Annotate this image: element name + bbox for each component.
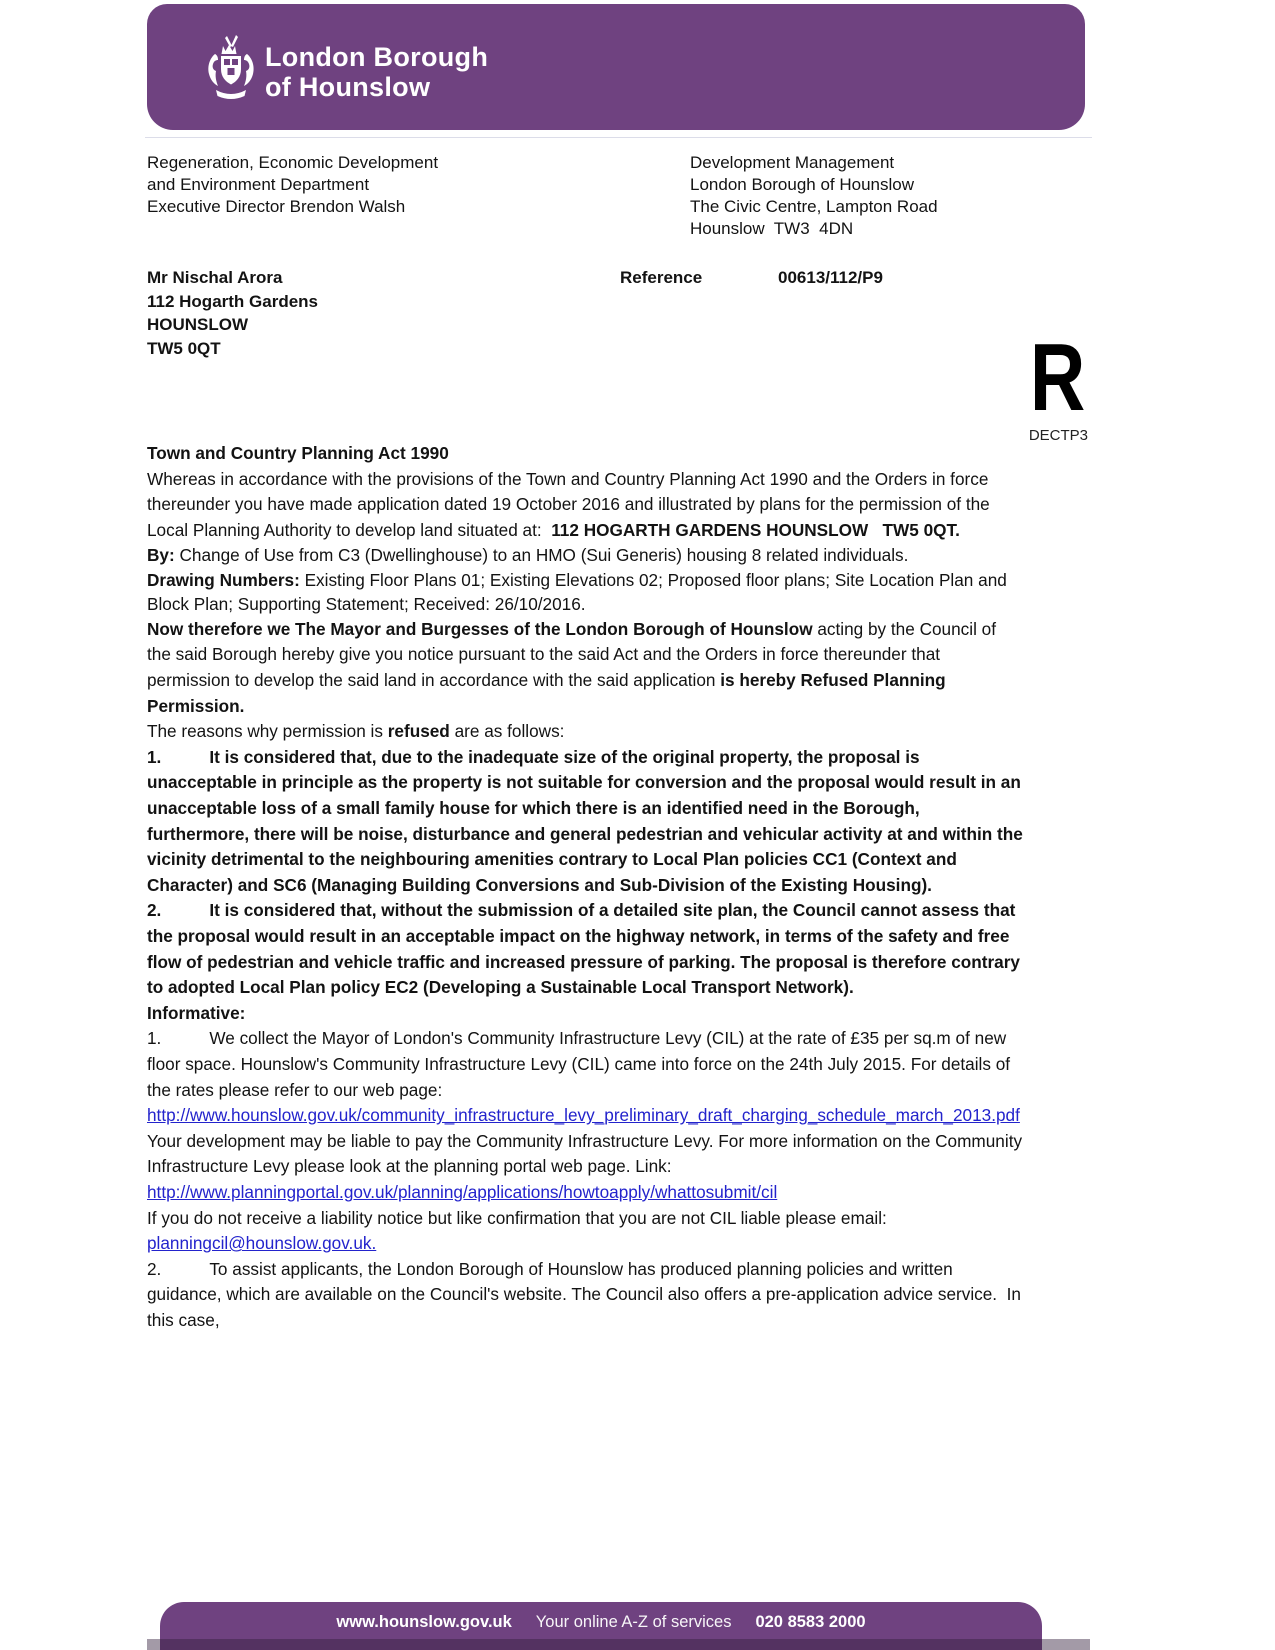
footer-text — [160, 1613, 1042, 1632]
informative-heading: Informative: — [147, 1002, 246, 1023]
page-bottom-edge — [147, 1639, 1090, 1650]
proposal-block — [147, 543, 1024, 617]
office-line: The Civic Centre, Lampton Road — [690, 197, 938, 216]
whereas-text: Whereas in accordance with the provisions of the Town and Country Planning Act 1990 and the Orders in force thereunder you have made application dated 19 October 2016 and illustrated by plans for the permission of the Local Planning Authority to develop land situated at: — [147, 468, 995, 540]
office-line: Hounslow TW3 4DN — [690, 219, 854, 238]
decision-paragraph — [147, 617, 1024, 719]
department-address — [147, 152, 438, 218]
office-line: Development Management — [690, 153, 895, 172]
drawing-numbers-label: Drawing Numbers: — [147, 569, 300, 590]
informative-number: 2. — [147, 1258, 162, 1279]
header-divider — [145, 137, 1092, 138]
recipient-address — [147, 266, 318, 360]
refused-stamp-letter: R — [1029, 324, 1085, 431]
brand-line2: of Hounslow — [265, 72, 431, 102]
recipient-line: TW5 0QT — [147, 338, 221, 358]
recipient-line: Mr Nischal Arora — [147, 268, 283, 287]
planning-portal-link[interactable]: http://www.planningportal.gov.uk/planning/applications/howtoapply/whattosubmit/cil — [147, 1181, 778, 1202]
hounslow-crest-icon — [203, 34, 259, 104]
reasons-intro-text: The reasons why permission is — [147, 721, 388, 742]
decision-text: acting by the Council of the said Borough hereby give you notice pursuant to the said Act and the Orders in force thereunder that permission to develop the said land in accordance with the said application — [147, 618, 1001, 691]
brand-wordmark — [265, 42, 488, 102]
department-line: and Environment Department — [147, 175, 370, 194]
by-label: By: — [147, 545, 175, 566]
drawing-numbers-text: Existing Floor Plans 01; Existing Elevations 02; Proposed floor plans; Site Location Plan and Block Plan; Supporting Statement; Received: 26/10/2016. — [147, 569, 1012, 615]
act-title: Town and Country Planning Act 1990 — [147, 443, 449, 463]
reference-label: Reference — [620, 268, 703, 287]
informative-text: We collect the Mayor of London's Community Infrastructure Levy (CIL) at the rate of £35 per sq.m of new floor space. Hounslow's Community Infrastructure Levy (CIL) came into force on the 24th July 2015. For details of the rates please refer to our web page: — [147, 1028, 1015, 1100]
cil-charging-schedule-link[interactable]: http://www.hounslow.gov.uk/community_infrastructure_levy_preliminary_draft_charging_schedule_march_2013.pdf — [147, 1105, 1020, 1126]
cil-email-intro: If you do not receive a liability notice but like confirmation that you are not CIL liable please email: — [147, 1207, 887, 1228]
reason-number: 2. — [147, 900, 162, 921]
footer-website: www.hounslow.gov.uk — [336, 1613, 512, 1631]
office-address — [690, 152, 938, 240]
department-line: Regeneration, Economic Development — [147, 153, 439, 172]
letter-body — [147, 441, 1028, 1334]
planning-portal-link-line — [147, 1180, 1024, 1206]
cil-email-link-line — [147, 1231, 1024, 1257]
by-text: Change of Use from C3 (Dwellinghouse) to an HMO (Sui Generis) housing 8 related individuals. — [174, 545, 909, 566]
reason-text: It is considered that, due to the inadequate size of the original property, the proposal is unacceptable in principle as the property is not suitable for conversion and the proposal would result in an unacceptable loss of a small family house for which there is an identified need in the Borough, furthermore, there will be noise, disturbance and general pedestrian and vehicular activity at and within the vicinity detrimental to the neighbouring amenities contrary to Local Plan policies CC1 (Context and Character) and SC6 (Managing Building Conversions and Sub-Division of the Existing Housing). — [147, 746, 1028, 895]
brand-line1: London Borough — [265, 42, 489, 72]
planningcil-email-link[interactable]: planningcil@hounslow.gov.uk. — [147, 1233, 377, 1254]
informative-text: To assist applicants, the London Borough of Hounslow has produced planning policies and written guidance, which are available on the Council's website. The Council also offers a pre-application advice service. In this case, — [147, 1258, 1026, 1330]
decision-code: DECTP3 — [1028, 427, 1088, 444]
cil-schedule-link-line — [147, 1103, 1024, 1129]
office-line: London Borough of Hounslow — [690, 175, 914, 194]
footer-phone: 020 8583 2000 — [755, 1613, 866, 1631]
decision-outcome: is hereby Refused Planning Permission. — [147, 670, 951, 716]
reason-number: 1. — [147, 746, 162, 767]
reference-value: 00613/112/P9 — [778, 268, 883, 287]
informative-number: 1. — [147, 1028, 162, 1049]
whereas-paragraph — [147, 467, 1024, 544]
cil-liability-paragraph: Your development may be liable to pay the Community Infrastructure Levy. For more information on the Community Infrastructure Levy please look at the planning portal web page. Link: — [147, 1130, 1027, 1177]
informative-2 — [147, 1257, 1024, 1334]
footer-tagline: Your online A-Z of services — [535, 1613, 732, 1631]
header-banner — [147, 4, 1085, 130]
reasons-intro — [147, 719, 1024, 745]
decision-authority: Now therefore we The Mayor and Burgesses of the London Borough of Hounslow — [147, 618, 813, 639]
reasons-intro-text: are as follows: — [449, 721, 565, 742]
recipient-line: 112 Hogarth Gardens — [147, 291, 319, 311]
site-address: 112 HOGARTH GARDENS HOUNSLOW TW5 0QT. — [551, 519, 960, 540]
reasons-intro-refused: refused — [387, 721, 450, 742]
department-line: Executive Director Brendon Walsh — [147, 197, 406, 216]
recipient-line: HOUNSLOW — [147, 315, 249, 334]
refusal-reason-2 — [147, 898, 1024, 1000]
reason-text: It is considered that, without the submission of a detailed site plan, the Council cannot assess that the proposal would result in an acceptable impact on the highway network, in terms of the safety and free flow of pedestrian and vehicle traffic and increased pressure of parking. The proposal is therefore contrary to adopted Local Plan policy EC2 (Developing a Sustainable Local Transport Network). — [147, 900, 1025, 998]
refusal-reason-1 — [147, 745, 1028, 899]
informative-1 — [147, 1026, 1024, 1103]
